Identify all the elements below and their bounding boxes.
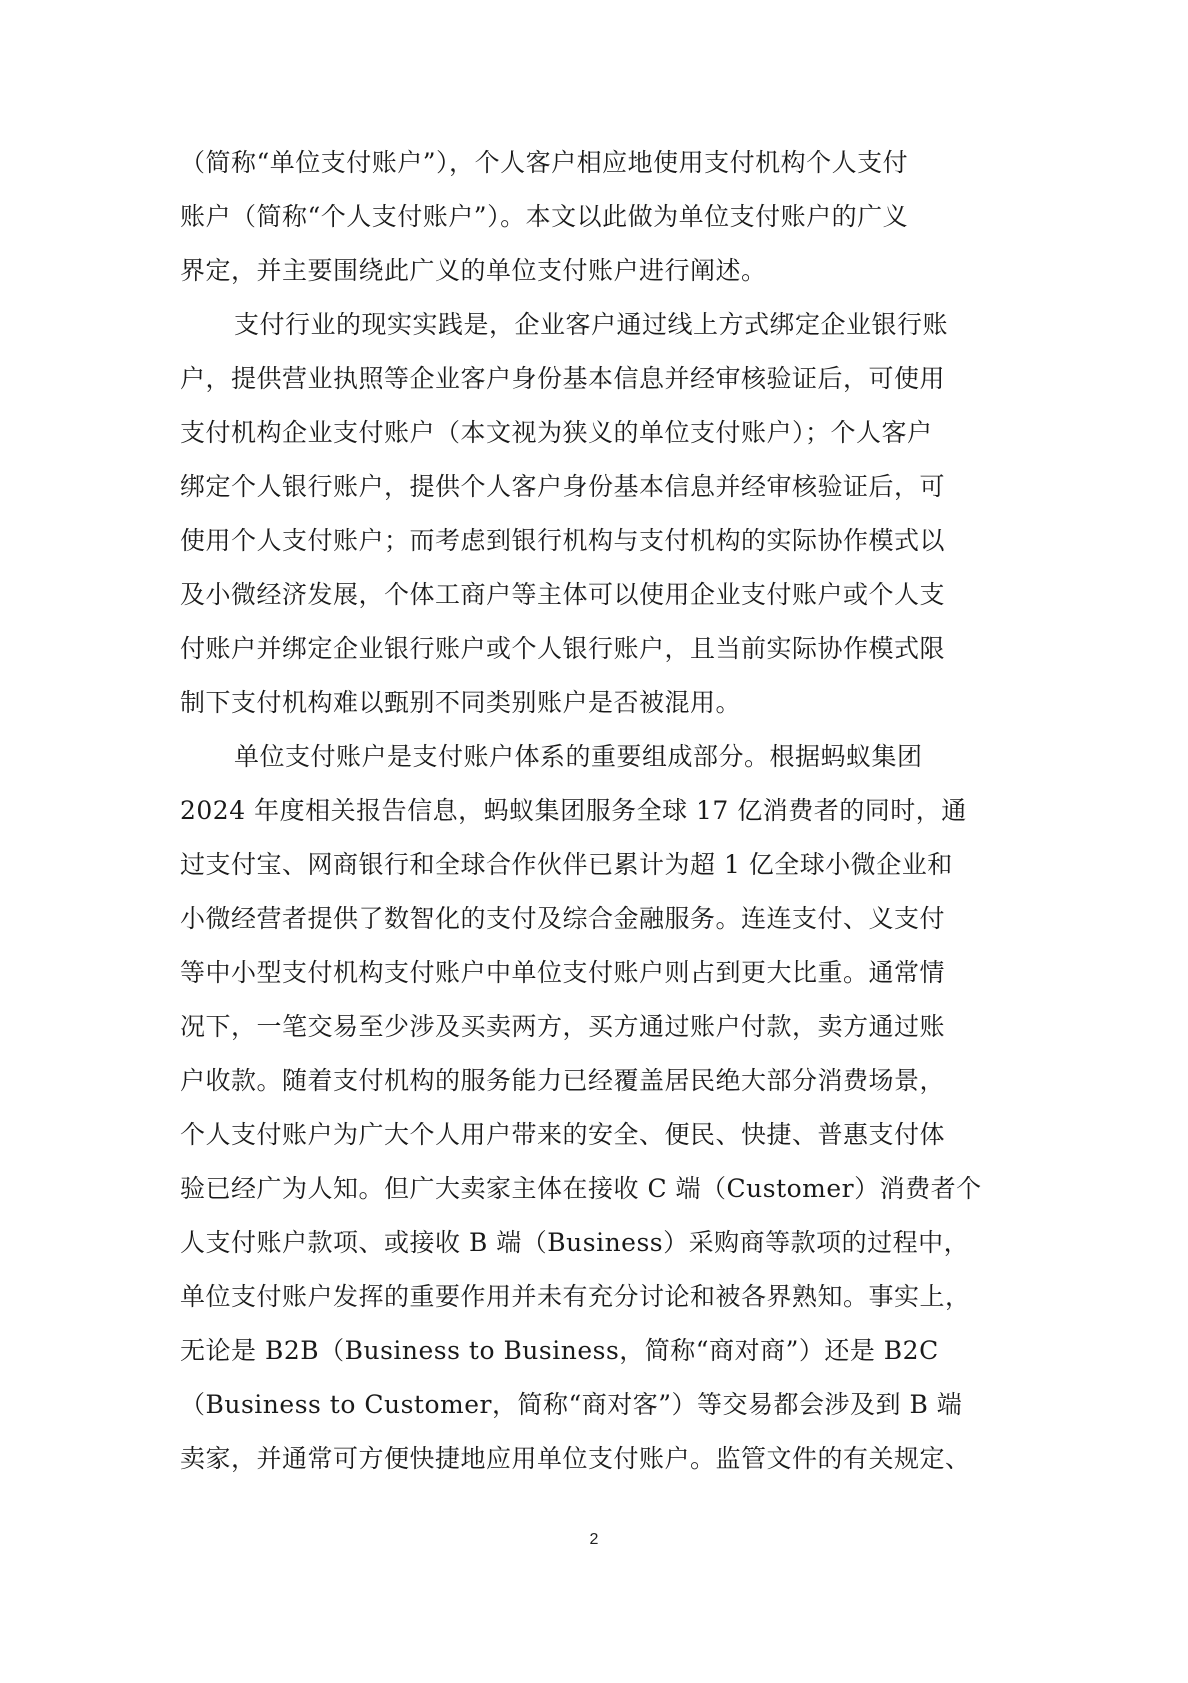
text-line: 界定，并主要围绕此广义的单位支付账户进行阐述。 [180,256,767,285]
paragraph-2 [180,298,1006,730]
text-line: 支付行业的现实实践是，企业客户通过线上方式绑定企业银行账 [234,310,949,339]
text-line: 个人支付账户为广大个人用户带来的安全、便民、快捷、普惠支付体 [180,1120,946,1149]
text-line: 支付机构企业支付账户（本文视为狭义的单位支付账户）；个人客户 [180,418,933,447]
text-line: 使用个人支付账户；而考虑到银行机构与支付机构的实际协作模式以 [180,526,946,555]
text-line: 2024 年度相关报告信息，蚂蚁集团服务全球 17 亿消费者的同时，通 [180,796,967,825]
text-line: 制下支付机构难以甄别不同类别账户是否被混用。 [180,688,742,717]
text-line: 账户（简称“个人支付账户”）。本文以此做为单位支付账户的广义 [180,202,909,231]
text-line: 户，提供营业执照等企业客户身份基本信息并经审核验证后，可使用 [180,364,946,393]
text-line: 小微经营者提供了数智化的支付及综合金融服务。连连支付、义支付 [180,904,946,933]
text-line: 绑定个人银行账户，提供个人客户身份基本信息并经审核验证后，可 [180,472,946,501]
text-line: 验已经广为人知。但广大卖家主体在接收 C 端（Customer）消费者个 [180,1174,982,1203]
body-text [180,136,1006,1486]
text-line: 户收款。随着支付机构的服务能力已经覆盖居民绝大部分消费场景， [180,1066,946,1095]
text-line: 单位支付账户发挥的重要作用并未有充分讨论和被各界熟知。事实上， [180,1282,971,1311]
text-line: 等中小型支付机构支付账户中单位支付账户则占到更大比重。通常情 [180,958,946,987]
text-line: （Business to Customer，简称“商对客”）等交易都会涉及到 B 端 [180,1390,963,1419]
paragraph-1 [180,136,1006,298]
paragraph-3 [180,730,1006,1486]
text-line: 人支付账户款项、或接收 B 端（Business）采购商等款项的过程中， [180,1228,970,1257]
text-line: （简称“单位支付账户”），个人客户相应地使用支付机构个人支付 [180,148,909,177]
text-line: 卖家，并通常可方便快捷地应用单位支付账户。监管文件的有关规定、 [180,1444,971,1473]
text-line: 无论是 B2B（Business to Business，简称“商对商”）还是 B2C [180,1336,939,1365]
text-line: 单位支付账户是支付账户体系的重要组成部分。根据蚂蚁集团 [234,742,923,771]
text-line: 过支付宝、网商银行和全球合作伙伴已累计为超 1 亿全球小微企业和 [180,850,953,879]
text-line: 况下，一笔交易至少涉及买卖两方，买方通过账户付款，卖方通过账 [180,1012,946,1041]
text-line: 及小微经济发展，个体工商户等主体可以使用企业支付账户或个人支 [180,580,946,609]
text-line: 付账户并绑定企业银行账户或个人银行账户，且当前实际协作模式限 [180,634,946,663]
page-number: 2 [589,1531,599,1548]
